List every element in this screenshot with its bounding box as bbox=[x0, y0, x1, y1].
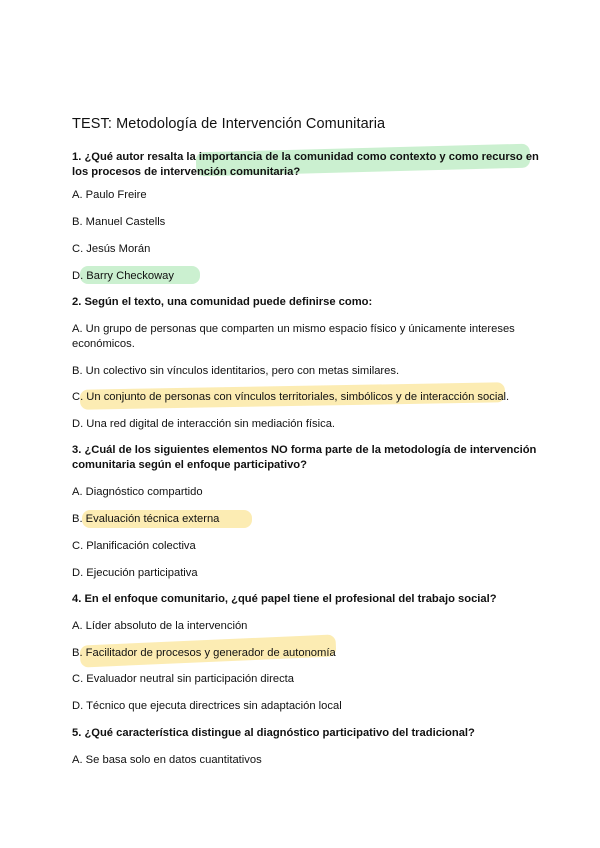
option-3c: C. Planificación colectiva bbox=[72, 540, 196, 552]
option-3a: A. Diagnóstico compartido bbox=[72, 486, 203, 498]
option-4b: B. Facilitador de procesos y generador de autonomía bbox=[72, 647, 336, 659]
option-3d: D. Ejecución participativa bbox=[72, 567, 198, 579]
option-2c: C. Un conjunto de personas con vínculos territoriales, simbólicos y de interacción social. bbox=[72, 391, 510, 403]
option-5a: A. Se basa solo en datos cuantitativos bbox=[72, 754, 262, 766]
option-1a: A. Paulo Freire bbox=[72, 189, 147, 201]
question-2: 2. Según el texto, una comunidad puede definirse como: bbox=[72, 296, 373, 308]
option-2b: B. Un colectivo sin vínculos identitarios, pero con metas similares. bbox=[72, 365, 400, 377]
option-4d: D. Técnico que ejecuta directrices sin adaptación local bbox=[72, 700, 342, 712]
option-1b: B. Manuel Castells bbox=[72, 216, 166, 228]
option-4a: A. Líder absoluto de la intervención bbox=[72, 620, 248, 632]
question-1: 1. ¿Qué autor resalta la importancia de la comunidad como contexto y como recurso en los procesos de intervención comunitaria? bbox=[72, 151, 539, 178]
option-2a: A. Un grupo de personas que comparten un mismo espacio físico y únicamente intereses económicos. bbox=[72, 323, 515, 350]
option-4c: C. Evaluador neutral sin participación directa bbox=[72, 673, 295, 685]
option-2d: D. Una red digital de interacción sin mediación física. bbox=[72, 418, 336, 430]
page-title: TEST: Metodología de Intervención Comunitaria bbox=[72, 116, 386, 132]
option-3b: B. Evaluación técnica externa bbox=[72, 513, 220, 525]
question-3: 3. ¿Cuál de los siguientes elementos NO forma parte de la metodología de intervención comunitaria según el enfoque participativo? bbox=[72, 444, 537, 471]
question-4: 4. En el enfoque comunitario, ¿qué papel tiene el profesional del trabajo social? bbox=[72, 593, 497, 605]
option-1d: D. Barry Checkoway bbox=[72, 270, 174, 282]
option-1c: C. Jesús Morán bbox=[72, 243, 151, 255]
question-5: 5. ¿Qué característica distingue al diagnóstico participativo del tradicional? bbox=[72, 727, 475, 739]
